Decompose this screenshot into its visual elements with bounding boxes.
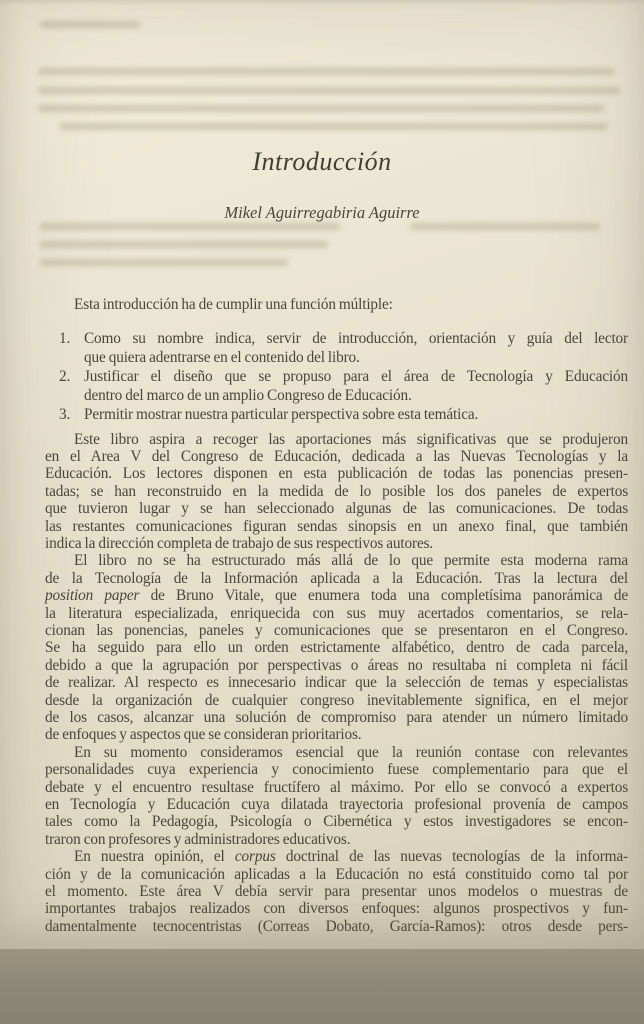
text-line: las restantes comunicaciones figuran sendas sinopsis en un anexo final, que también bbox=[45, 517, 628, 535]
list-item bbox=[45, 329, 628, 367]
list-item-text bbox=[84, 367, 628, 405]
text-line: dentro del marco de un amplio Congreso de Educación. bbox=[84, 387, 412, 405]
bleedthrough-line bbox=[40, 259, 288, 266]
text-line: en el Area V del Congreso de Educación, dedicada a las Nuevas Tecnologías y la bbox=[45, 447, 628, 465]
table-surface bbox=[0, 949, 644, 1024]
text-line: tadas; se han reconstruido en la medida de lo posible los dos paneles de expertos bbox=[45, 482, 628, 500]
text-line: que quiera adentrarse en el contenido del libro. bbox=[84, 348, 360, 366]
list-item bbox=[45, 367, 628, 405]
list-item-text bbox=[84, 405, 628, 424]
text-line: Permitir mostrar nuestra particular perspectiva sobre esta temática. bbox=[84, 406, 479, 424]
text-line: Justificar el diseño que se propuso para el área de Tecnología y Educación bbox=[84, 367, 628, 385]
text-line: Educación. Los lectores disponen en esta publicación de todas las ponencias presen- bbox=[45, 465, 628, 483]
text-line: En su momento consideramos esencial que la reunión contase con relevantes bbox=[74, 743, 628, 761]
list-item-number: 1. bbox=[59, 329, 71, 347]
text-line: de enfoques y aspectos que se consideran prioritarios. bbox=[45, 726, 362, 744]
bleedthrough-line bbox=[410, 223, 600, 230]
paragraph bbox=[45, 744, 628, 848]
paragraph bbox=[45, 552, 628, 743]
text-line: Como su nombre indica, servir de introducción, orientación y guía del lector bbox=[84, 329, 628, 347]
paragraph bbox=[45, 848, 628, 935]
photo-top-shade bbox=[0, 0, 644, 6]
author-byline: Mikel Aguirregabiria Aguirre bbox=[224, 203, 420, 222]
text-line: de los casos, alcanzar una solución de compromiso para atender un número limitado bbox=[45, 709, 628, 727]
page-body bbox=[45, 296, 628, 935]
text-line: de realizar. Al respecto es innecesario indicar que la selección de temas y especialistas bbox=[45, 674, 628, 692]
text-line: damentalmente tecnocentristas (Correas Dobato, García-Ramos): otros desde pers- bbox=[45, 917, 628, 935]
text-line: de la Tecnología de la Información aplicada a la Educación. Tras la lectura del bbox=[45, 569, 628, 587]
page-title: Introducción bbox=[252, 147, 392, 176]
bleedthrough-line bbox=[38, 68, 614, 75]
list-item bbox=[45, 405, 628, 424]
text-line: importantes trabajos realizados con diversos enfoques: algunos prospectivos y fun- bbox=[45, 900, 628, 918]
numbered-list bbox=[45, 329, 628, 425]
bleedthrough-line bbox=[38, 105, 604, 112]
text-line: debido a que la agrupación por perspectivas o áreas no resultaba ni completa ni fácil bbox=[45, 656, 628, 674]
text-line: la literatura especializada, enriquecida con sus muy acertados comentarios, se rela- bbox=[45, 604, 628, 622]
text-line: que tuvieron lugar y se han seleccionado algunas de las comunicaciones. De todas bbox=[45, 500, 628, 518]
text-line: ción y de la comunicación aplicadas a la Educación no está constituido como tal por bbox=[45, 865, 628, 883]
text-line: position paper de Bruno Vitale, que enumera toda una completísima panorámica de bbox=[45, 587, 629, 605]
text-line: en Tecnología y Educación cuya dilatada trayectoria profesional provenía de campos bbox=[45, 796, 628, 814]
text-line: desde la organización de cualquier congreso inevitablemente significa, en el mejor bbox=[45, 691, 628, 709]
bleedthrough-line bbox=[38, 87, 620, 94]
text-line: traron con profesores y administradores educativos. bbox=[45, 830, 351, 848]
bleedthrough-line bbox=[40, 223, 340, 230]
text-line: indica la dirección completa de trabajo de sus respectivos autores. bbox=[45, 534, 434, 552]
bleedthrough-line bbox=[60, 123, 608, 130]
text-line: el momento. Este área V debía servir para presentar unos modelos o muestras de bbox=[45, 883, 628, 901]
text-line: debate y el encuentro resultase fructífero al máximo. Por ello se convocó a expertos bbox=[45, 778, 628, 796]
text-line: cionan las ponencias, paneles y comunicaciones que se presentaron en el Congreso. bbox=[45, 621, 628, 639]
intro-paragraph: Esta introducción ha de cumplir una función múltiple: bbox=[74, 296, 393, 313]
list-item-text bbox=[84, 329, 628, 367]
list-item-number: 2. bbox=[59, 367, 71, 385]
text-line: El libro no se ha estructurado más allá de lo que permite esta moderna rama bbox=[74, 552, 628, 570]
text-line: personalidades cuya experiencia y conocimiento fuese complementario para que el bbox=[45, 761, 628, 779]
text-line: Se ha seguido para ello un orden estrictamente alfabético, dentro de cada parcela, bbox=[45, 639, 628, 657]
body-paragraphs bbox=[45, 431, 628, 936]
paragraph bbox=[45, 431, 628, 553]
text-line: En nuestra opinión, el corpus doctrinal de las nuevas tecnologías de la informa- bbox=[74, 848, 628, 866]
bleedthrough-line bbox=[40, 21, 140, 28]
list-item-number: 3. bbox=[59, 406, 71, 424]
text-line: Este libro aspira a recoger las aportaciones más significativas que se produjeron bbox=[74, 430, 628, 448]
text-line: tales como la Pedagogía, Psicología o Cibernética y estos investigadores se encon- bbox=[45, 813, 628, 831]
bleedthrough-line bbox=[40, 241, 328, 248]
